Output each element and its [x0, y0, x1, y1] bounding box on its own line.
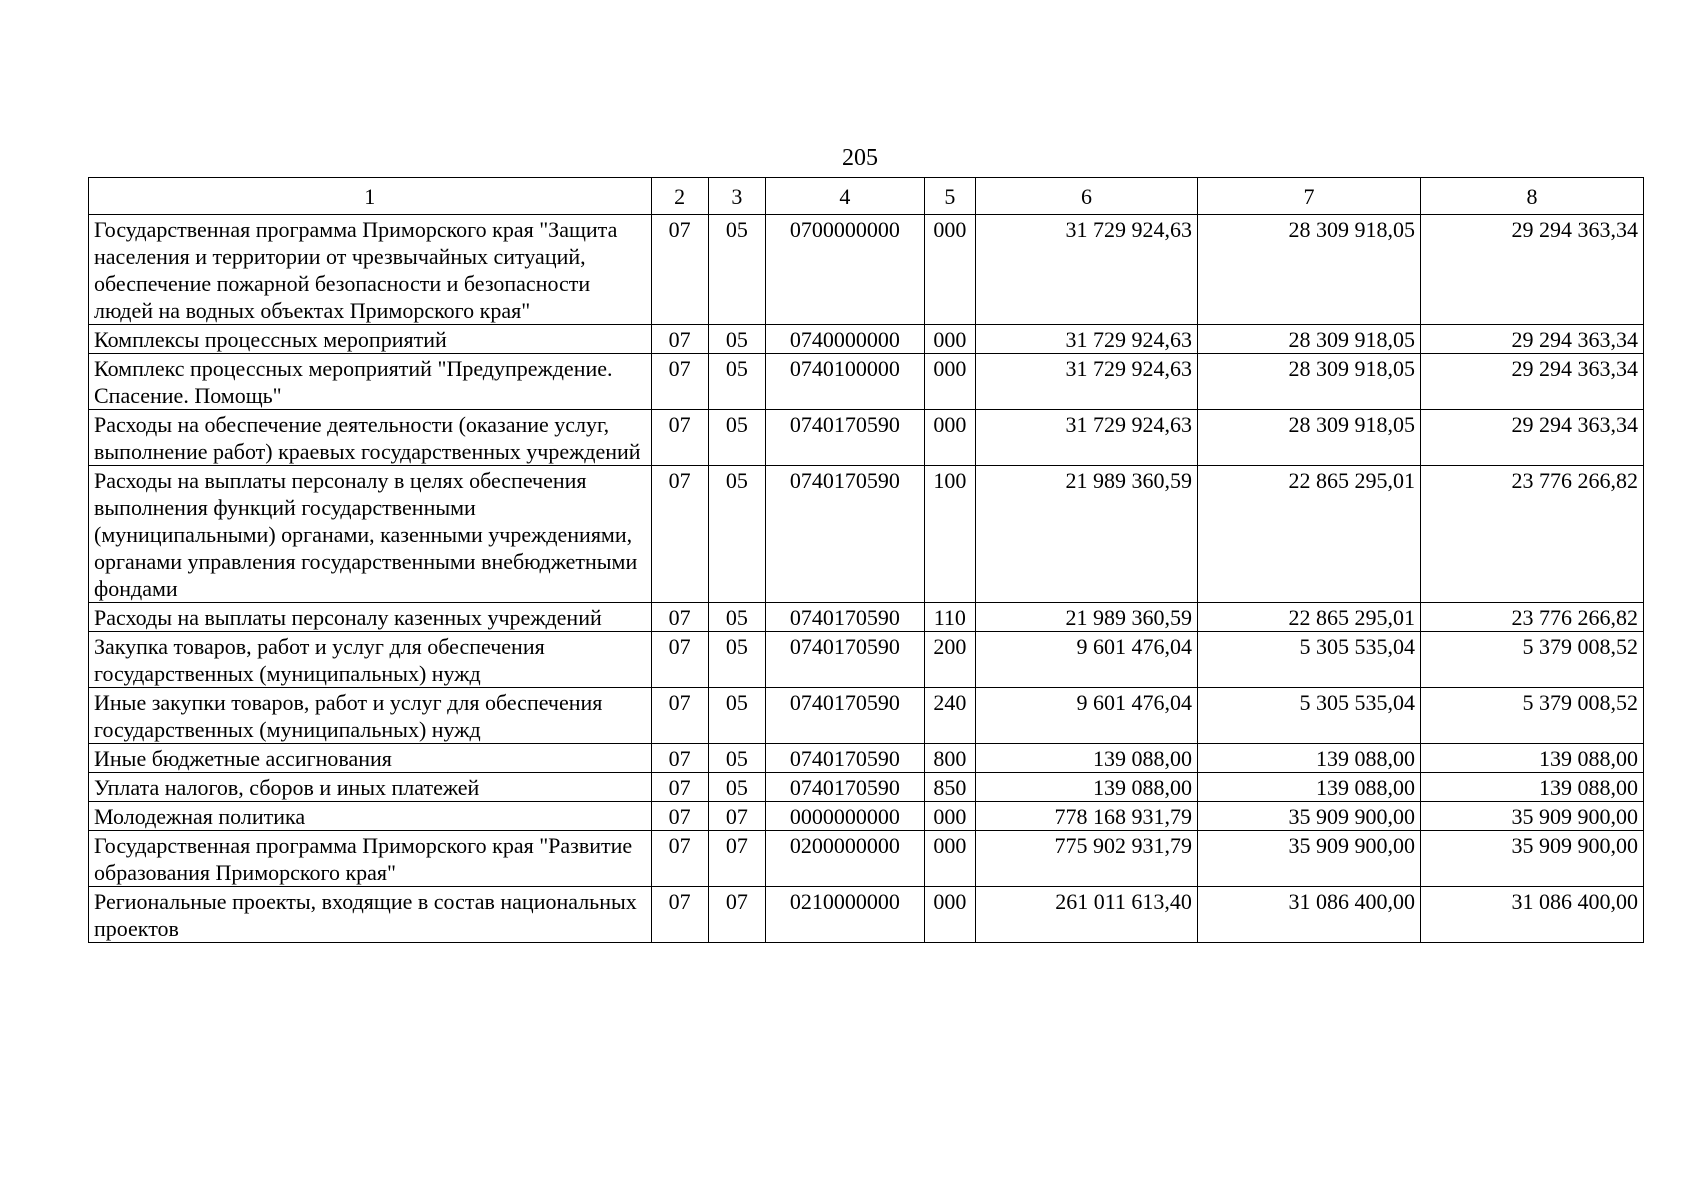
subsection-code: 05 [708, 603, 765, 632]
subsection-code: 05 [708, 215, 765, 325]
amount-col-8: 5 379 008,52 [1420, 688, 1643, 744]
expense-type-code: 000 [924, 802, 975, 831]
amount-col-8: 29 294 363,34 [1420, 410, 1643, 466]
amount-col-6: 31 729 924,63 [975, 325, 1197, 354]
table-row [89, 603, 1644, 632]
target-article-code: 0700000000 [766, 215, 925, 325]
amount-col-6: 31 729 924,63 [975, 410, 1197, 466]
row-name: Государственная программа Приморского края "Развитие образования Приморского края" [89, 831, 652, 887]
expense-type-code: 800 [924, 744, 975, 773]
table-row [89, 887, 1644, 943]
amount-col-8: 29 294 363,34 [1420, 325, 1643, 354]
subsection-code: 05 [708, 354, 765, 410]
amount-col-7: 35 909 900,00 [1197, 831, 1420, 887]
section-code: 07 [651, 325, 708, 354]
column-header: 8 [1420, 178, 1643, 215]
expense-type-code: 000 [924, 410, 975, 466]
section-code: 07 [651, 688, 708, 744]
section-code: 07 [651, 603, 708, 632]
target-article-code: 0740170590 [766, 773, 925, 802]
amount-col-8: 139 088,00 [1420, 773, 1643, 802]
row-name: Расходы на выплаты персоналу казенных учреждений [89, 603, 652, 632]
column-header: 7 [1197, 178, 1420, 215]
subsection-code: 05 [708, 325, 765, 354]
amount-col-6: 9 601 476,04 [975, 688, 1197, 744]
row-name: Региональные проекты, входящие в состав национальных проектов [89, 887, 652, 943]
table-row [89, 831, 1644, 887]
table-row [89, 632, 1644, 688]
expense-type-code: 100 [924, 466, 975, 603]
section-code: 07 [651, 744, 708, 773]
amount-col-6: 775 902 931,79 [975, 831, 1197, 887]
amount-col-6: 139 088,00 [975, 744, 1197, 773]
target-article-code: 0210000000 [766, 887, 925, 943]
amount-col-7: 22 865 295,01 [1197, 466, 1420, 603]
amount-col-7: 31 086 400,00 [1197, 887, 1420, 943]
column-header: 3 [708, 178, 765, 215]
table-row [89, 688, 1644, 744]
target-article-code: 0740100000 [766, 354, 925, 410]
amount-col-6: 31 729 924,63 [975, 215, 1197, 325]
section-code: 07 [651, 354, 708, 410]
row-name: Иные бюджетные ассигнования [89, 744, 652, 773]
column-header: 6 [975, 178, 1197, 215]
subsection-code: 05 [708, 632, 765, 688]
target-article-code: 0740170590 [766, 632, 925, 688]
table-row [89, 466, 1644, 603]
amount-col-7: 28 309 918,05 [1197, 325, 1420, 354]
amount-col-8: 35 909 900,00 [1420, 831, 1643, 887]
column-header: 2 [651, 178, 708, 215]
column-header: 5 [924, 178, 975, 215]
subsection-code: 07 [708, 831, 765, 887]
amount-col-7: 35 909 900,00 [1197, 802, 1420, 831]
amount-col-8: 139 088,00 [1420, 744, 1643, 773]
column-header: 1 [89, 178, 652, 215]
subsection-code: 05 [708, 410, 765, 466]
amount-col-6: 261 011 613,40 [975, 887, 1197, 943]
section-code: 07 [651, 802, 708, 831]
row-name: Молодежная политика [89, 802, 652, 831]
amount-col-8: 35 909 900,00 [1420, 802, 1643, 831]
target-article-code: 0200000000 [766, 831, 925, 887]
expense-type-code: 000 [924, 354, 975, 410]
expense-type-code: 000 [924, 831, 975, 887]
amount-col-7: 28 309 918,05 [1197, 215, 1420, 325]
row-name: Закупка товаров, работ и услуг для обеспечения государственных (муниципальных) нужд [89, 632, 652, 688]
amount-col-8: 23 776 266,82 [1420, 603, 1643, 632]
amount-col-7: 139 088,00 [1197, 744, 1420, 773]
table-row [89, 215, 1644, 325]
subsection-code: 05 [708, 773, 765, 802]
amount-col-7: 22 865 295,01 [1197, 603, 1420, 632]
amount-col-6: 778 168 931,79 [975, 802, 1197, 831]
amount-col-8: 29 294 363,34 [1420, 354, 1643, 410]
amount-col-8: 29 294 363,34 [1420, 215, 1643, 325]
amount-col-7: 139 088,00 [1197, 773, 1420, 802]
table-row [89, 802, 1644, 831]
row-name: Иные закупки товаров, работ и услуг для обеспечения государственных (муниципальных) нужд [89, 688, 652, 744]
section-code: 07 [651, 410, 708, 466]
amount-col-8: 23 776 266,82 [1420, 466, 1643, 603]
table-row [89, 325, 1644, 354]
amount-col-6: 21 989 360,59 [975, 466, 1197, 603]
expense-type-code: 000 [924, 215, 975, 325]
amount-col-7: 5 305 535,04 [1197, 632, 1420, 688]
page-number: 205 [842, 145, 878, 171]
target-article-code: 0740170590 [766, 688, 925, 744]
target-article-code: 0740170590 [766, 410, 925, 466]
table-row [89, 744, 1644, 773]
expense-type-code: 000 [924, 325, 975, 354]
table-row [89, 410, 1644, 466]
subsection-code: 05 [708, 744, 765, 773]
section-code: 07 [651, 773, 708, 802]
subsection-code: 05 [708, 466, 765, 603]
amount-col-7: 28 309 918,05 [1197, 354, 1420, 410]
table-row [89, 773, 1644, 802]
amount-col-6: 31 729 924,63 [975, 354, 1197, 410]
target-article-code: 0740170590 [766, 466, 925, 603]
section-code: 07 [651, 831, 708, 887]
section-code: 07 [651, 632, 708, 688]
section-code: 07 [651, 215, 708, 325]
budget-table [88, 177, 1644, 943]
row-name: Государственная программа Приморского края "Защита населения и территории от чрезвычайных ситуаций, обеспечение пожарной безопасности и безопасности людей на водных объектах Приморского края" [89, 215, 652, 325]
section-code: 07 [651, 466, 708, 603]
target-article-code: 0740000000 [766, 325, 925, 354]
header-row [89, 178, 1644, 215]
row-name: Расходы на обеспечение деятельности (оказание услуг, выполнение работ) краевых государственных учреждений [89, 410, 652, 466]
expense-type-code: 850 [924, 773, 975, 802]
expense-type-code: 110 [924, 603, 975, 632]
table-row [89, 354, 1644, 410]
row-name: Комплексы процессных мероприятий [89, 325, 652, 354]
amount-col-6: 21 989 360,59 [975, 603, 1197, 632]
row-name: Расходы на выплаты персоналу в целях обеспечения выполнения функций государственными (муниципальными) органами, казенными учреждениями, органами управления государственными внебюджетными фондами [89, 466, 652, 603]
amount-col-7: 5 305 535,04 [1197, 688, 1420, 744]
amount-col-6: 9 601 476,04 [975, 632, 1197, 688]
target-article-code: 0740170590 [766, 603, 925, 632]
expense-type-code: 240 [924, 688, 975, 744]
row-name: Уплата налогов, сборов и иных платежей [89, 773, 652, 802]
amount-col-8: 5 379 008,52 [1420, 632, 1643, 688]
row-name: Комплекс процессных мероприятий "Предупреждение. Спасение. Помощь" [89, 354, 652, 410]
subsection-code: 07 [708, 887, 765, 943]
subsection-code: 05 [708, 688, 765, 744]
amount-col-8: 31 086 400,00 [1420, 887, 1643, 943]
expense-type-code: 200 [924, 632, 975, 688]
expense-type-code: 000 [924, 887, 975, 943]
target-article-code: 0000000000 [766, 802, 925, 831]
amount-col-7: 28 309 918,05 [1197, 410, 1420, 466]
subsection-code: 07 [708, 802, 765, 831]
section-code: 07 [651, 887, 708, 943]
column-header: 4 [766, 178, 925, 215]
target-article-code: 0740170590 [766, 744, 925, 773]
amount-col-6: 139 088,00 [975, 773, 1197, 802]
